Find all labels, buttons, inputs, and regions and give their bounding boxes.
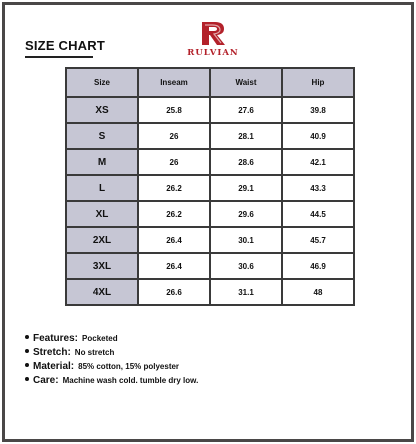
size-label-cell: 3XL	[65, 254, 139, 280]
size-table	[65, 67, 355, 306]
column-header-size: Size	[65, 67, 139, 98]
table-row	[65, 98, 355, 124]
feature-value: Pocketed	[82, 334, 118, 343]
size-label-cell: 4XL	[65, 280, 139, 306]
bullet-icon	[25, 363, 29, 367]
feature-item	[25, 360, 198, 374]
title-underline	[25, 56, 93, 58]
brand-logo-icon	[199, 19, 227, 47]
feature-label: Care:	[33, 375, 59, 386]
measurement-cell: 26	[139, 124, 211, 150]
table-row	[65, 202, 355, 228]
measurement-cell: 48	[283, 280, 355, 306]
feature-item	[25, 332, 198, 346]
table-row	[65, 150, 355, 176]
bullet-icon	[25, 335, 29, 339]
feature-label: Stretch:	[33, 347, 71, 358]
measurement-cell: 26.4	[139, 228, 211, 254]
measurement-cell: 27.6	[211, 98, 283, 124]
feature-label: Material:	[33, 361, 75, 372]
measurement-cell: 28.6	[211, 150, 283, 176]
size-label-cell: XS	[65, 98, 139, 124]
page-title: SIZE CHART	[25, 38, 105, 53]
feature-list	[25, 332, 198, 388]
measurement-cell: 44.5	[283, 202, 355, 228]
column-header-hip: Hip	[283, 67, 355, 98]
column-header-inseam: Inseam	[139, 67, 211, 98]
size-chart-frame	[2, 2, 414, 442]
measurement-cell: 30.1	[211, 228, 283, 254]
measurement-cell: 26	[139, 150, 211, 176]
table-row	[65, 176, 355, 202]
measurement-cell: 39.8	[283, 98, 355, 124]
table-row	[65, 280, 355, 306]
bullet-icon	[25, 349, 29, 353]
measurement-cell: 26.2	[139, 176, 211, 202]
measurement-cell: 28.1	[211, 124, 283, 150]
measurement-cell: 42.1	[283, 150, 355, 176]
feature-value: Machine wash cold. tumble dry low.	[62, 376, 199, 385]
feature-item	[25, 374, 198, 388]
feature-item	[25, 346, 198, 360]
measurement-cell: 29.1	[211, 176, 283, 202]
size-label-cell: XL	[65, 202, 139, 228]
brand-name: RULVIAN	[187, 48, 239, 58]
measurement-cell: 26.2	[139, 202, 211, 228]
feature-value: 85% cotton, 15% polyester	[78, 362, 180, 371]
measurement-cell: 43.3	[283, 176, 355, 202]
brand-logo	[181, 19, 245, 63]
size-label-cell: M	[65, 150, 139, 176]
measurement-cell: 45.7	[283, 228, 355, 254]
measurement-cell: 26.6	[139, 280, 211, 306]
feature-value: No stretch	[74, 348, 115, 357]
table-row	[65, 228, 355, 254]
bullet-icon	[25, 377, 29, 381]
measurement-cell: 25.8	[139, 98, 211, 124]
measurement-cell: 46.9	[283, 254, 355, 280]
column-header-waist: Waist	[211, 67, 283, 98]
table-row	[65, 254, 355, 280]
measurement-cell: 31.1	[211, 280, 283, 306]
measurement-cell: 29.6	[211, 202, 283, 228]
measurement-cell: 26.4	[139, 254, 211, 280]
table-header-row	[65, 67, 355, 98]
size-label-cell: S	[65, 124, 139, 150]
table-row	[65, 124, 355, 150]
size-label-cell: 2XL	[65, 228, 139, 254]
measurement-cell: 40.9	[283, 124, 355, 150]
size-label-cell: L	[65, 176, 139, 202]
feature-label: Features:	[33, 333, 79, 344]
measurement-cell: 30.6	[211, 254, 283, 280]
